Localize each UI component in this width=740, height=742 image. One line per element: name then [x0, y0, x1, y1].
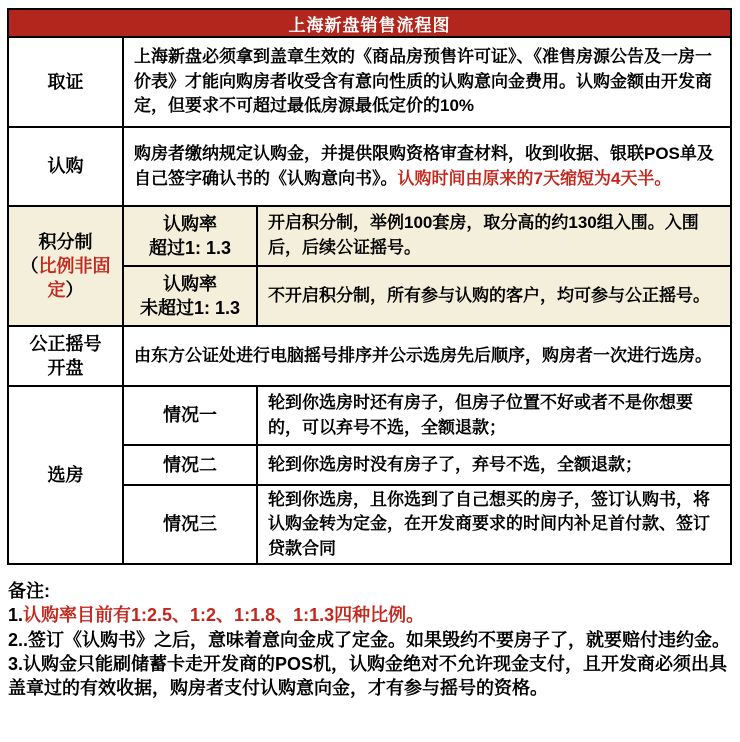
xuanfang-case2-desc	[258, 446, 730, 484]
row-quzheng-label: 取证	[9, 38, 122, 126]
rengou-desc-black: 购房者缴纳规定认购金，并提供限购资格审查材料，收到收据、银联POS单及自己签字确认书的《认购意向书》。	[134, 143, 714, 188]
sales-process-table	[7, 8, 732, 565]
row-rengou-desc	[124, 128, 730, 205]
jifenzhi-sub1-label	[124, 207, 256, 265]
paren-close: ）	[65, 280, 84, 301]
sub2-desc-text: 不开启积分制，所有参与认购的客户，均可参与公正摇号。	[268, 285, 710, 305]
xuanfang-case1-label: 情况一	[124, 387, 256, 444]
note-3: 3.认购金只能刷储蓄卡走开发商的POS机，认购金绝对不允许现金支付，且开发商必须出具盖章过的有效收据，购房者支付认购意向金，才有参与摇号的资格。	[8, 653, 728, 699]
notes-heading: 备注:	[8, 581, 50, 601]
case2-desc-text: 轮到你选房时没有房子了，弃号不选，全额退款；	[268, 454, 642, 474]
jifenzhi-label-paren	[11, 254, 120, 303]
jifenzhi-sub1-desc	[258, 207, 730, 265]
row-jifenzhi-label	[9, 207, 122, 325]
row-yaohao-label	[9, 327, 122, 385]
notes-section	[7, 579, 733, 700]
note-1-prefix: 1.	[8, 605, 24, 626]
xuanfang-case2-label: 情况二	[124, 446, 256, 484]
sub2-label-line2: 未超过1: 1.3	[139, 298, 241, 318]
quzheng-desc-text: 上海新盘必须拿到盖章生效的《商品房预售许可证》、《准售房源公告及一房一价表》才能向购房者收受含有意向性质的认购意向金费用。认购金额由开发商定，但要求不可超过最低房源最低定价的10%	[134, 47, 712, 116]
jifenzhi-sub2-desc	[258, 267, 730, 325]
row-xuanfang-label: 选房	[9, 387, 122, 563]
xuanfang-case3-desc	[258, 486, 730, 563]
jifenzhi-sub2-label	[124, 267, 256, 325]
paren-open: （	[20, 255, 39, 276]
sub1-label-line1: 认购率	[163, 213, 217, 234]
jifenzhi-label-main: 积分制	[38, 231, 93, 252]
sub1-desc-text: 开启积分制，举例100套房，取分高的约130组入围。入围后，后续公证摇号。	[268, 213, 699, 257]
xuanfang-case3-label: 情况三	[124, 486, 256, 563]
row-rengou-label: 认购	[9, 128, 122, 205]
sub2-label-line1: 认购率	[163, 273, 217, 294]
jifenzhi-label-red: 比例非固定	[38, 255, 111, 301]
xuanfang-case1-desc	[258, 387, 730, 444]
case3-desc-text: 轮到你选房，且你选到了自己想买的房子，签订认购书，将认购金转为定金，在开发商要求的时间内补足首付款、签订贷款合同	[268, 489, 710, 558]
row-yaohao-desc	[124, 327, 730, 385]
yaohao-desc-text: 由东方公证处进行电脑摇号排序并公示选房先后顺序，购房者一次进行选房。	[134, 345, 712, 365]
note-1	[8, 603, 732, 627]
sub1-label-line2: 超过1: 1.3	[148, 238, 232, 258]
rengou-desc-text	[134, 142, 720, 191]
note-1-red-text: 认购率目前有1:2.5、1:2、1:1.8、1:1.3四种比例。	[23, 605, 425, 626]
rengou-desc-red: 认购时间由原来的7天缩短为4天半。	[397, 168, 672, 188]
note-2: 2..签订《认购书》之后，意味着意向金成了定金。如果毁约不要房子了，就要赔付违约金。	[8, 629, 731, 650]
yaohao-label-line2: 开盘	[47, 358, 84, 378]
table-title: 上海新盘销售流程图	[9, 10, 730, 36]
row-quzheng-desc	[124, 38, 730, 126]
case1-desc-text: 轮到你选房时还有房子，但房子位置不好或者不是你想要的，可以弃号不选，全额退款；	[268, 392, 693, 437]
yaohao-label-line1: 公正摇号	[29, 333, 102, 354]
